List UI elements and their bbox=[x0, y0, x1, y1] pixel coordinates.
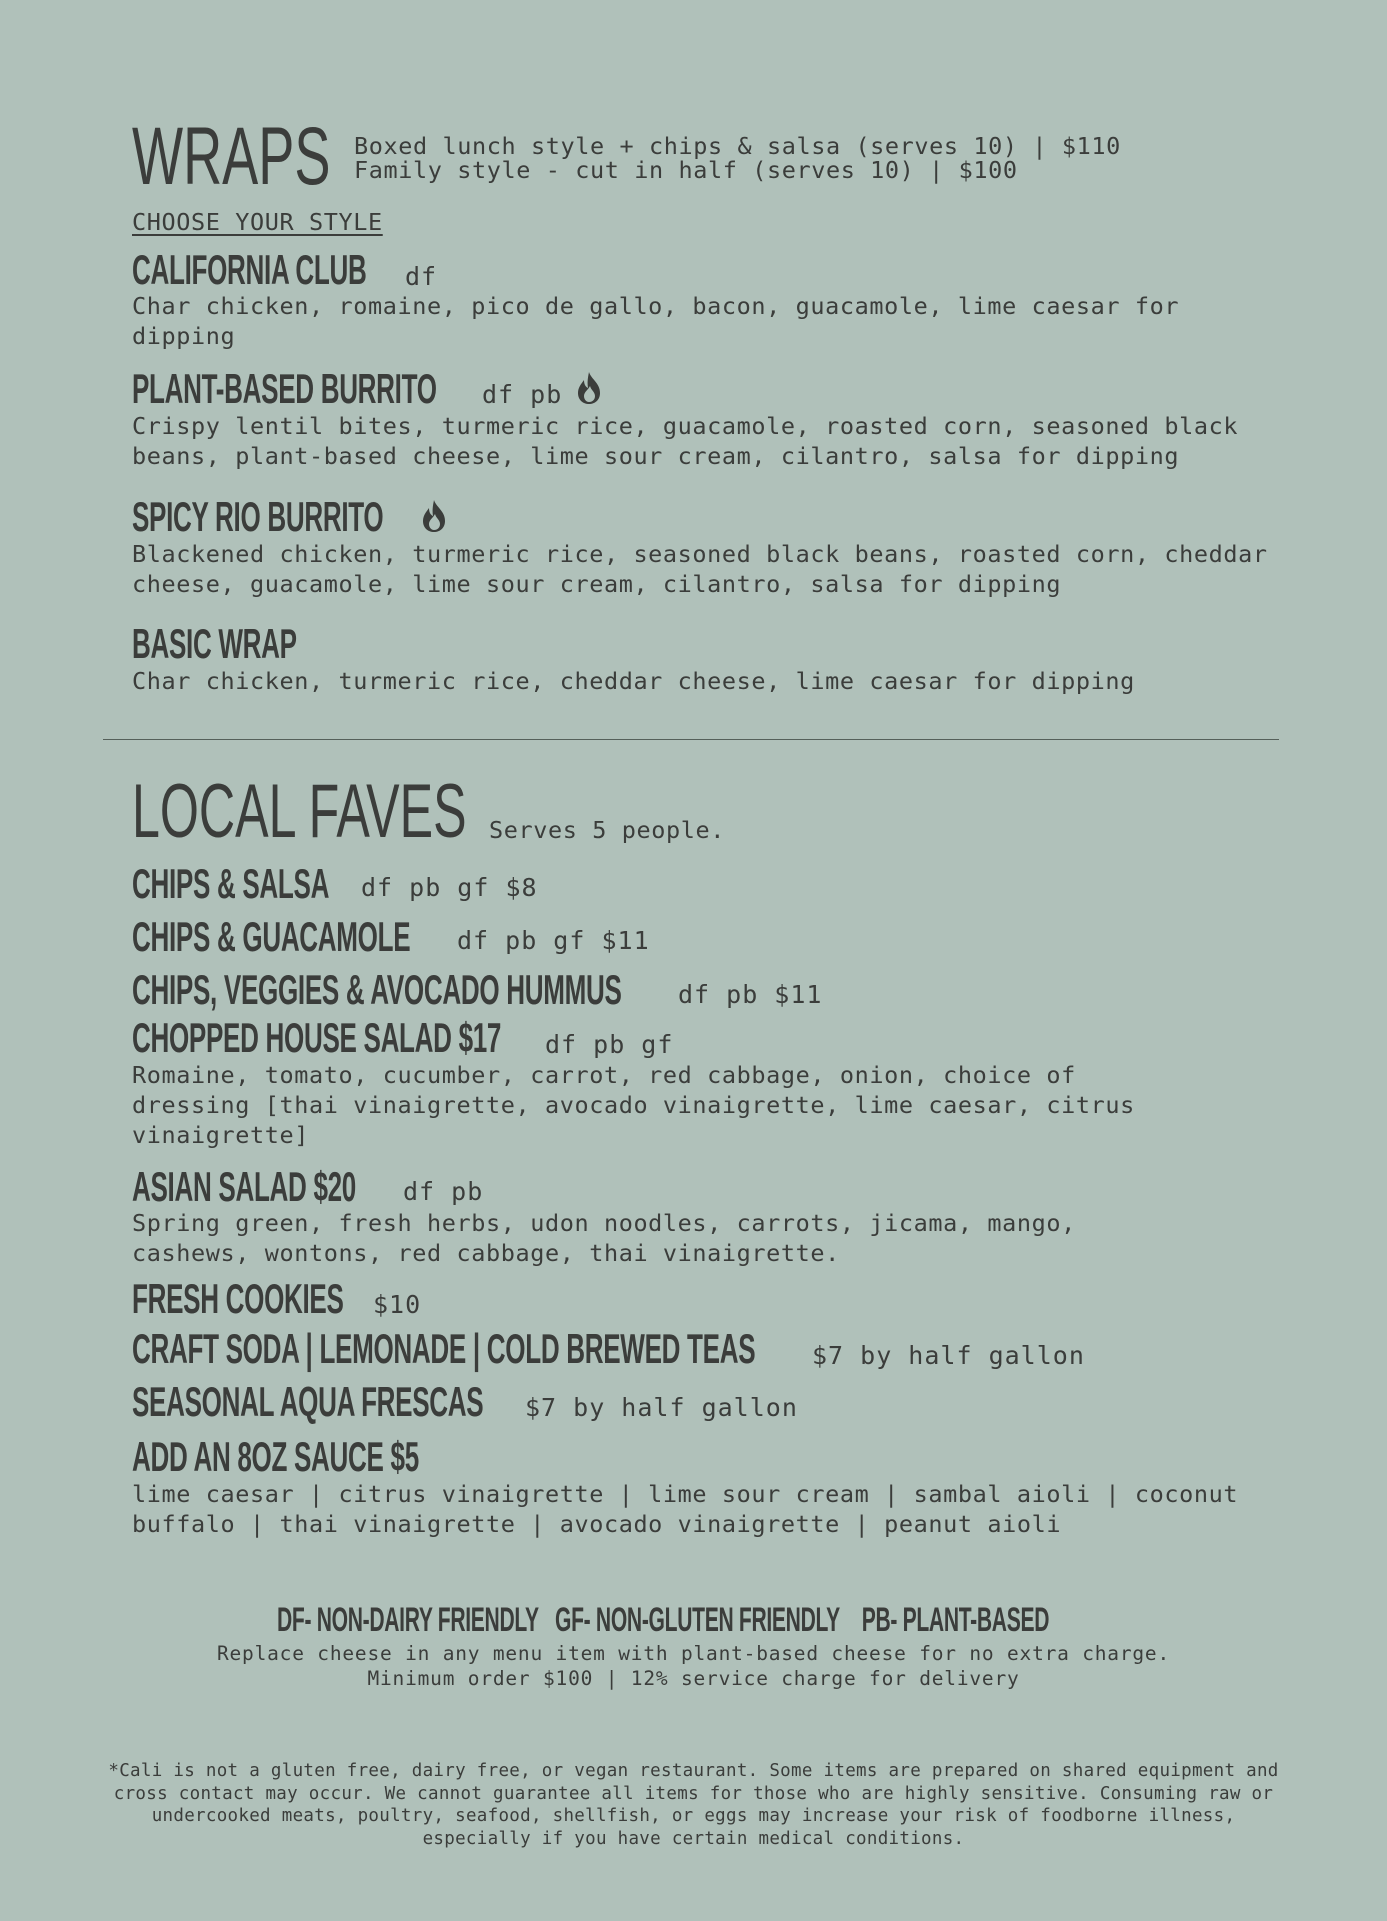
item-description: lime caesar | citrus vinaigrette | lime sour cream | sambal aioli | coconut buffalo | thai vinaigrette | avocado vinaigrette | peanut aioli bbox=[132, 1480, 1239, 1538]
item-name: PLANT-BASED BURRITO bbox=[132, 365, 437, 412]
legend-text: DF- NON-DAIRY FRIENDLY GF- NON-GLUTEN FRIENDLY PB- PLANT-BASED bbox=[277, 1601, 1050, 1639]
item-name: ASIAN SALAD $20 bbox=[132, 1163, 356, 1210]
item-tags: df bbox=[405, 262, 438, 291]
section-divider bbox=[103, 739, 1279, 740]
item-tags: $10 bbox=[373, 1290, 422, 1319]
item-tags: df pb gf $11 bbox=[457, 926, 650, 955]
item-description: Spring green, fresh herbs, udon noodles, carrots, jicama, mango, cashews, wontons, red cabbage, thai vinaigrette. bbox=[132, 1209, 1076, 1267]
item-description: Romaine, tomato, cucumber, carrot, red cabbage, onion, choice of dressing [thai vinaigrette, avocado vinaigrette, lime caesar, citrus vinaigrette] bbox=[132, 1061, 1135, 1149]
item-name: BASIC WRAP bbox=[132, 620, 297, 667]
item-tags: df pb bbox=[482, 380, 563, 409]
item-description: Crispy lentil bites, turmeric rice, guacamole, roasted corn, seasoned black beans, plant-based cheese, lime sour cream, cilantro, salsa for dipping bbox=[132, 412, 1239, 470]
item-name: CHOPPED HOUSE SALAD $17 bbox=[132, 1014, 502, 1061]
item-name: CRAFT SODA | LEMONADE | COLD BREWED TEAS bbox=[132, 1325, 756, 1372]
allergen-disclaimer: *Cali is not a gluten free, dairy free, or vegan restaurant. Some items are prepared on shared equipment and cross contact may occur. We cannot guarantee all items for those who are highly sensitive. Consuming raw or undercooked meats, poultry, seafood, shellfish, or eggs may increase your risk of foodborne illness, especially if you have certain medical conditions. bbox=[108, 1761, 1279, 1849]
item-tags: df pb gf bbox=[545, 1030, 674, 1059]
item-description: Char chicken, turmeric rice, cheddar cheese, lime caesar for dipping bbox=[132, 667, 1135, 695]
menu-item-add-sauce bbox=[132, 1434, 595, 1480]
item-tags: df pb bbox=[403, 1177, 484, 1206]
menu-item-fresh-cookies bbox=[132, 1276, 473, 1322]
serves-note: Serves 5 people. bbox=[489, 816, 725, 844]
wraps-title: WRAPS bbox=[132, 111, 331, 202]
item-name: ADD AN 8OZ SAUCE $5 bbox=[132, 1433, 419, 1480]
item-name: SPICY RIO BURRITO bbox=[132, 493, 384, 540]
flame-icon bbox=[421, 499, 447, 533]
item-name: FRESH COOKIES bbox=[132, 1275, 344, 1322]
menu-item-spicy-rio-burrito bbox=[132, 494, 537, 540]
wraps-option-family: Family style - cut in half (serves 10) | $100 bbox=[354, 156, 1018, 184]
menu-item-california-club bbox=[132, 247, 510, 293]
item-name: SEASONAL AQUA FRESCAS bbox=[132, 1378, 484, 1425]
item-description: Char chicken, romaine, pico de gallo, bacon, guacamole, lime caesar for dipping bbox=[132, 292, 1180, 350]
cheese-note: Replace cheese in any menu item with plant-based cheese for no extra charge. bbox=[216, 1642, 1171, 1665]
item-name: CHIPS & SALSA bbox=[132, 860, 330, 907]
item-tags: $7 by half gallon bbox=[525, 1393, 798, 1422]
item-tags: df pb $11 bbox=[678, 980, 823, 1009]
item-name: CALIFORNIA CLUB bbox=[132, 246, 367, 293]
menu-item-basic-wrap bbox=[132, 621, 398, 667]
order-notes bbox=[0, 1641, 1387, 1691]
choose-style-heading: CHOOSE YOUR STYLE bbox=[132, 208, 383, 236]
item-name: CHIPS & GUACAMOLE bbox=[132, 913, 411, 960]
wraps-options bbox=[354, 134, 1121, 182]
item-description: Blackened chicken, turmeric rice, seasoned black beans, roasted corn, cheddar cheese, guacamole, lime sour cream, cilantro, salsa for dipping bbox=[132, 540, 1268, 598]
dietary-legend bbox=[0, 1601, 1387, 1639]
item-name: CHIPS, VEGGIES & AVOCADO HUMMUS bbox=[132, 966, 622, 1013]
item-tags: $7 by half gallon bbox=[812, 1341, 1085, 1370]
local-faves-title: LOCAL FAVES bbox=[132, 769, 467, 854]
wraps-option-boxed: Boxed lunch style + chips & salsa (serves 10) | $110 bbox=[354, 132, 1121, 160]
minimum-order-note: Minimum order $100 | 12% service charge for delivery bbox=[367, 1667, 1020, 1690]
flame-icon bbox=[576, 371, 602, 405]
item-tags: df pb gf $8 bbox=[361, 873, 538, 902]
